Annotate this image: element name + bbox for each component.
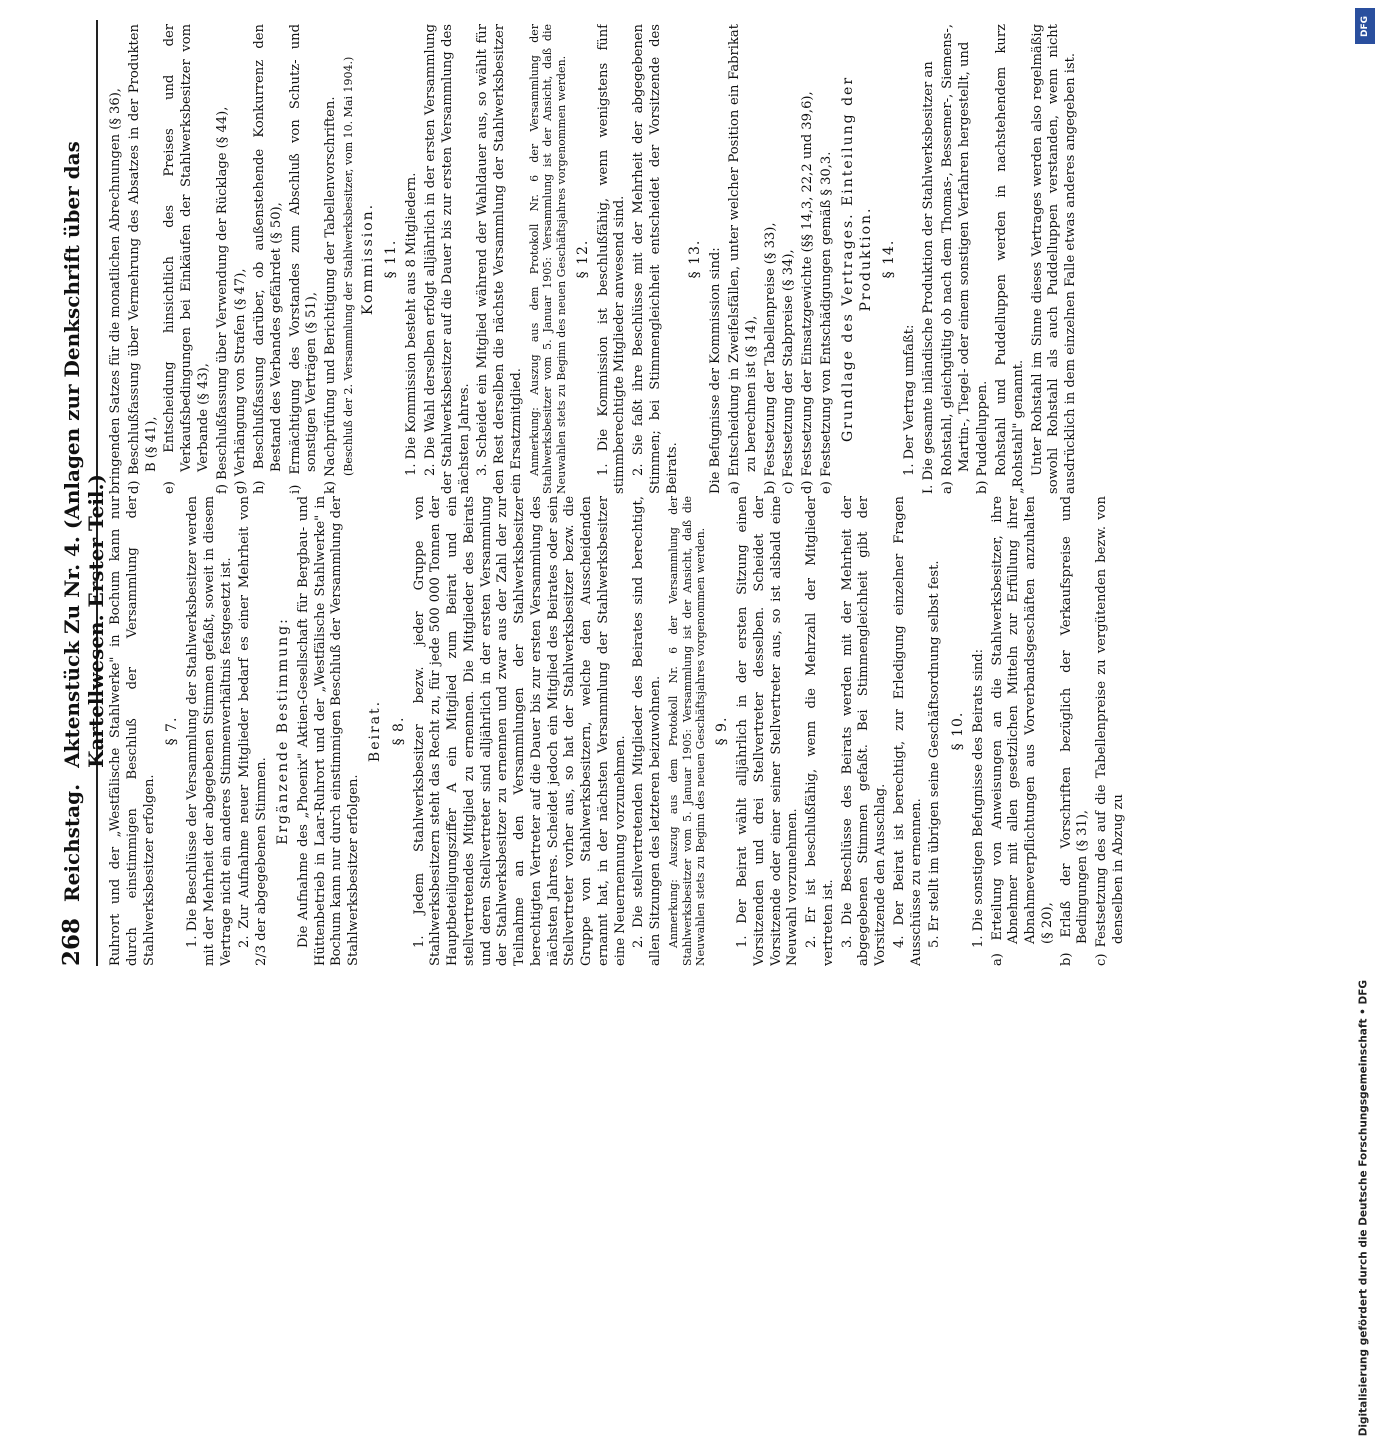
left-column xyxy=(108,496,1308,966)
paragraph: Die Aufnahme des „Phoenix" Aktien-Gesellschaft für Bergbau- und Hüttenbetrieb in Laar-Ruhrort und der „Westfälische Stahlwerke" in Bochum kann nur durch einstimmigen Beschluß der Versammlung der Stahlwerksbesitzer erfolgen. xyxy=(295,496,362,966)
paragraph: 4. Der Beirat ist berechtigt, zur Erledigung einzelner Fragen Ausschüsse zu ernennen. xyxy=(891,496,924,966)
header-title: Aktenstück Zu Nr. 4. (Anlagen zur Denkschrift über das Kartellwesen. Erster Teil.) xyxy=(60,141,108,768)
list-item: d) Festsetzung der Einsatzgewichte (§§ 14,3, 22,2 und 39,6), xyxy=(800,91,816,494)
list-item: b) Erlaß der Vorschriften bezüglich der Verkaufspreise und Bedingungen (§ 31), xyxy=(1058,496,1091,966)
paragraph: 3. Die Beschlüsse des Beirats werden mit der Mehrheit der abgegebenen Stimmen gefaßt. Bei Stimmengleichheit gibt der Vorsitzende den Ausschlag. xyxy=(839,496,889,966)
list-item: a) Rohstahl, gleichgültig ob nach dem Thomas-, Bessemer-, Siemens-, Martin-, Tiegel- oder einem sonstigen Verfahren hergestellt, und xyxy=(939,24,972,494)
annotation-note: (Beschluß der 2. Versammlung der Stahlwerksbesitzer, vom 10. Mai 1904.) xyxy=(341,56,355,476)
paragraph: 1. Die Kommission ist beschlußfähig, wenn wenigstens fünf stimmberechtigte Mitglieder anwesend sind. xyxy=(595,24,628,494)
paragraph: Unter Rohstahl im Sinne dieses Vertrages werden also regelmäßig sowohl Rohstahl als auch Puddelluppen verstanden, wenn nicht ausdrücklich in dem einzelnen Falle etwas anderes angegeben ist. xyxy=(1029,24,1079,494)
annotation-note: Anmerkung: Auszug aus dem Protokoll Nr. 6 der Versammlung der Stahlwerksbesitzer vom 5. Januar 1905: Versammlung ist der Ansicht, daß die Neuwahlen stets zu Beginn des neuen Geschäftsjahres vorgenommen werden. xyxy=(666,496,708,966)
paragraph: 1. Die Beschlüsse der Versammlung der Stahlwerksbesitzer werden mit der Mehrheit der abgegebenen Stimmen gefaßt, soweit in diesem Vertrage nicht ein anderes Stimmenverhältnis festgesetzt ist. xyxy=(185,496,234,966)
section-11-heading: § 11. xyxy=(383,239,400,279)
paragraph: 2. Zur Aufnahme neuer Mitglieder bedarf es einer Mehrheit von 2/3 der abgegebenen Stimmen. xyxy=(237,496,270,966)
paragraph: 5. Er stellt im übrigen seine Geschäftsordnung selbst fest. xyxy=(927,560,943,948)
list-item: a) Erteilung von Anweisungen an die Stahlwerksbesitzer, ihre Abnehmer mit allen gesetzlichen Mitteln zur Erfüllung ihrer Abnahmeverpflichtungen aus Vorverbandsgeschäften anzuhalten (§ 20), xyxy=(989,496,1055,966)
paragraph: 1. Der Vertrag umfaßt: xyxy=(902,324,918,476)
paragraph: 2. Sie faßt ihre Beschlüsse mit der Mehrheit der abgegebenen Stimmen; bei Stimmengleichheit entscheidet der Vorsitzende des Beirats. xyxy=(631,24,680,494)
list-item: c) Festsetzung der Stabpreise (§ 34), xyxy=(781,249,797,494)
list-item: a) Entscheidung in Zweifelsfällen, unter welcher Position ein Fabrikat zu berechnen ist (§ 14), xyxy=(727,24,759,494)
paragraph: Rohstahl und Puddelluppen werden in nachstehendem kurz „Rohstahl" genannt. xyxy=(994,24,1026,494)
right-column xyxy=(108,24,1308,494)
kommission-heading: Kommission. xyxy=(359,202,376,316)
page-header xyxy=(58,20,108,966)
section-12-heading: § 12. xyxy=(574,239,591,279)
paragraph: 2. Er ist beschlußfähig, wenn die Mehrzahl der Mitglieder vertreten ist. xyxy=(804,496,836,966)
paragraph: Ruhrort und der „Westfälische Stahlwerke" in Bochum kann nur durch einstimmigen Beschluß der Versammlung der Stahlwerksbesitzer erfolgen. xyxy=(108,496,157,966)
list-item: b) Puddelluppen. xyxy=(975,380,991,494)
list-item: b) Festsetzung der Tabellenpreise (§ 33), xyxy=(762,222,778,494)
beirat-heading: Beirat. xyxy=(366,699,383,763)
section-14-heading: § 14. xyxy=(881,239,898,279)
list-item: I. Die gesamte inländische Produktion der Stahlwerksbesitzer an xyxy=(921,61,937,494)
paragraph: 1. Die sonstigen Befugnisse des Beirats sind: xyxy=(970,648,986,948)
list-item: i) Ermächtigung des Vorstandes zum Abschluß von Schutz- und sonstigen Verträgen (§ 51), xyxy=(287,24,320,494)
section-9-heading: § 9. xyxy=(714,716,731,746)
paragraph: 3. Scheidet ein Mitglied während der Wahldauer aus, so wählt für den Rest derselben die nächste Versammlung der Stahlwerksbesitzer ein Ersatzmitglied. xyxy=(475,24,524,494)
grundlage-heading: Grundlage des Vertrages. Einteilung der Produktion. xyxy=(839,75,874,443)
digitization-strip xyxy=(1355,0,1379,1436)
section-10-heading: § 10. xyxy=(950,711,967,751)
page-number: 268 xyxy=(58,917,85,966)
paragraph: Die Befugnisse der Kommission sind: xyxy=(708,247,724,494)
dfg-logo: DFG xyxy=(1355,8,1375,44)
list-item: k) Nachprüfung und Berichtigung der Tabellenvorschriften. xyxy=(323,96,338,494)
list-item: c) Festsetzung des auf die Tabellenpreise zu vergütenden bezw. von denselben in Abzug zu xyxy=(1094,496,1126,966)
section-13-heading: § 13. xyxy=(687,239,704,279)
paragraph: 1. Jedem Stahlwerksbesitzer bezw. jeder Gruppe von Stahlwerksbesitzern steht das Recht zu, für jede 500 000 Tonnen der Hauptbeteiligungsziffer A ein Mitglied zum Beirat und ein stellvertretendes Mitglied zu ernennen. Die Mitglieder des Beirats und deren Stellvertreter sind alljährlich in der ersten Versammlung der Stahlwerksbesitzer zu ernennen und zwar aus der Zahl der zur Teilnahme an den Versammlungen der Stahlwerksbesitzer berechtigten Vertreter auf die Dauer bis zur ersten Versammlung des nächsten Jahres. Scheidet jedoch ein Mitglied des Beirates oder sein Stellvertreter vorher aus, so hat der Stahlwerksbesitzer bezw. die Gruppe von Stahlwerksbesitzern, welche den Ausscheidenden ernannt hat, in der nächsten Versammlung der Stahlwerksbesitzer eine Neuernennung vorzunehmen. xyxy=(411,496,628,966)
paragraph: 1. Der Beirat wählt alljährlich in der ersten Sitzung einen Vorsitzenden und drei Stellvertreter desselben. Scheidet der Vorsitzende oder einer seiner Stellvertreter aus, so ist alsbald eine Neuwahl vorzunehmen. xyxy=(735,496,801,966)
header-reichstag: Reichstag. xyxy=(60,783,84,902)
section-7-heading: § 7. xyxy=(164,716,181,746)
supplementary-provision-heading: Ergänzende Bestimmung: xyxy=(274,617,291,845)
list-item: d) Beschlußfassung über Vermehrung des Absatzes in der Produkten B (§ 41), xyxy=(126,24,159,494)
list-item: e) Entscheidung hinsichtlich des Preises und der Verkaufsbedingungen bei Einkäufen der Stahlwerksbesitzer vom Verbande (§ 43), xyxy=(162,24,211,494)
paragraph: 2. Die Wahl derselben erfolgt alljährlich in der ersten Versammlung der Stahlwerksbesitzer auf die Dauer bis zur ersten Versammlung des nächsten Jahres. xyxy=(423,24,472,494)
list-item: h) Beschlußfassung darüber, ob außenstehende Konkurrenz den Bestand des Verbandes gefährdet (§ 50), xyxy=(252,24,284,494)
paragraph: 1. Die Kommission besteht aus 8 Mitgliedern. xyxy=(404,172,420,476)
paragraph: 2. Die stellvertretenden Mitglieder des Beirates sind berechtigt, allen Sitzungen des letzteren beizuwohnen. xyxy=(631,496,664,966)
annotation-note: Anmerkung: Auszug aus dem Protokoll Nr. 6 der Versammlung der Stahlwerksbesitzer vom 5. Januar 1905: Versammlung ist der Ansicht, daß die Neuwahlen stets zu Beginn des neuen Geschäftsjahres vorgenommen werden. xyxy=(527,24,569,494)
section-8-heading: § 8. xyxy=(390,716,407,746)
list-item: e) Festsetzung von Entschädigungen gemäß § 30,3. xyxy=(818,151,834,494)
list-item: f) Beschlußfassung über Verwendung der Rücklage (§ 44), xyxy=(214,106,230,494)
digitization-credit: Digitalisierung gefördert durch die Deutsche Forschungsgemeinschaft • DFG xyxy=(1357,980,1369,1436)
paragraph: bringenden Satzes für die monatlichen Abrechnungen (§ 36), xyxy=(108,88,123,494)
list-item: g) Verhängung von Strafen (§ 47), xyxy=(233,268,249,494)
